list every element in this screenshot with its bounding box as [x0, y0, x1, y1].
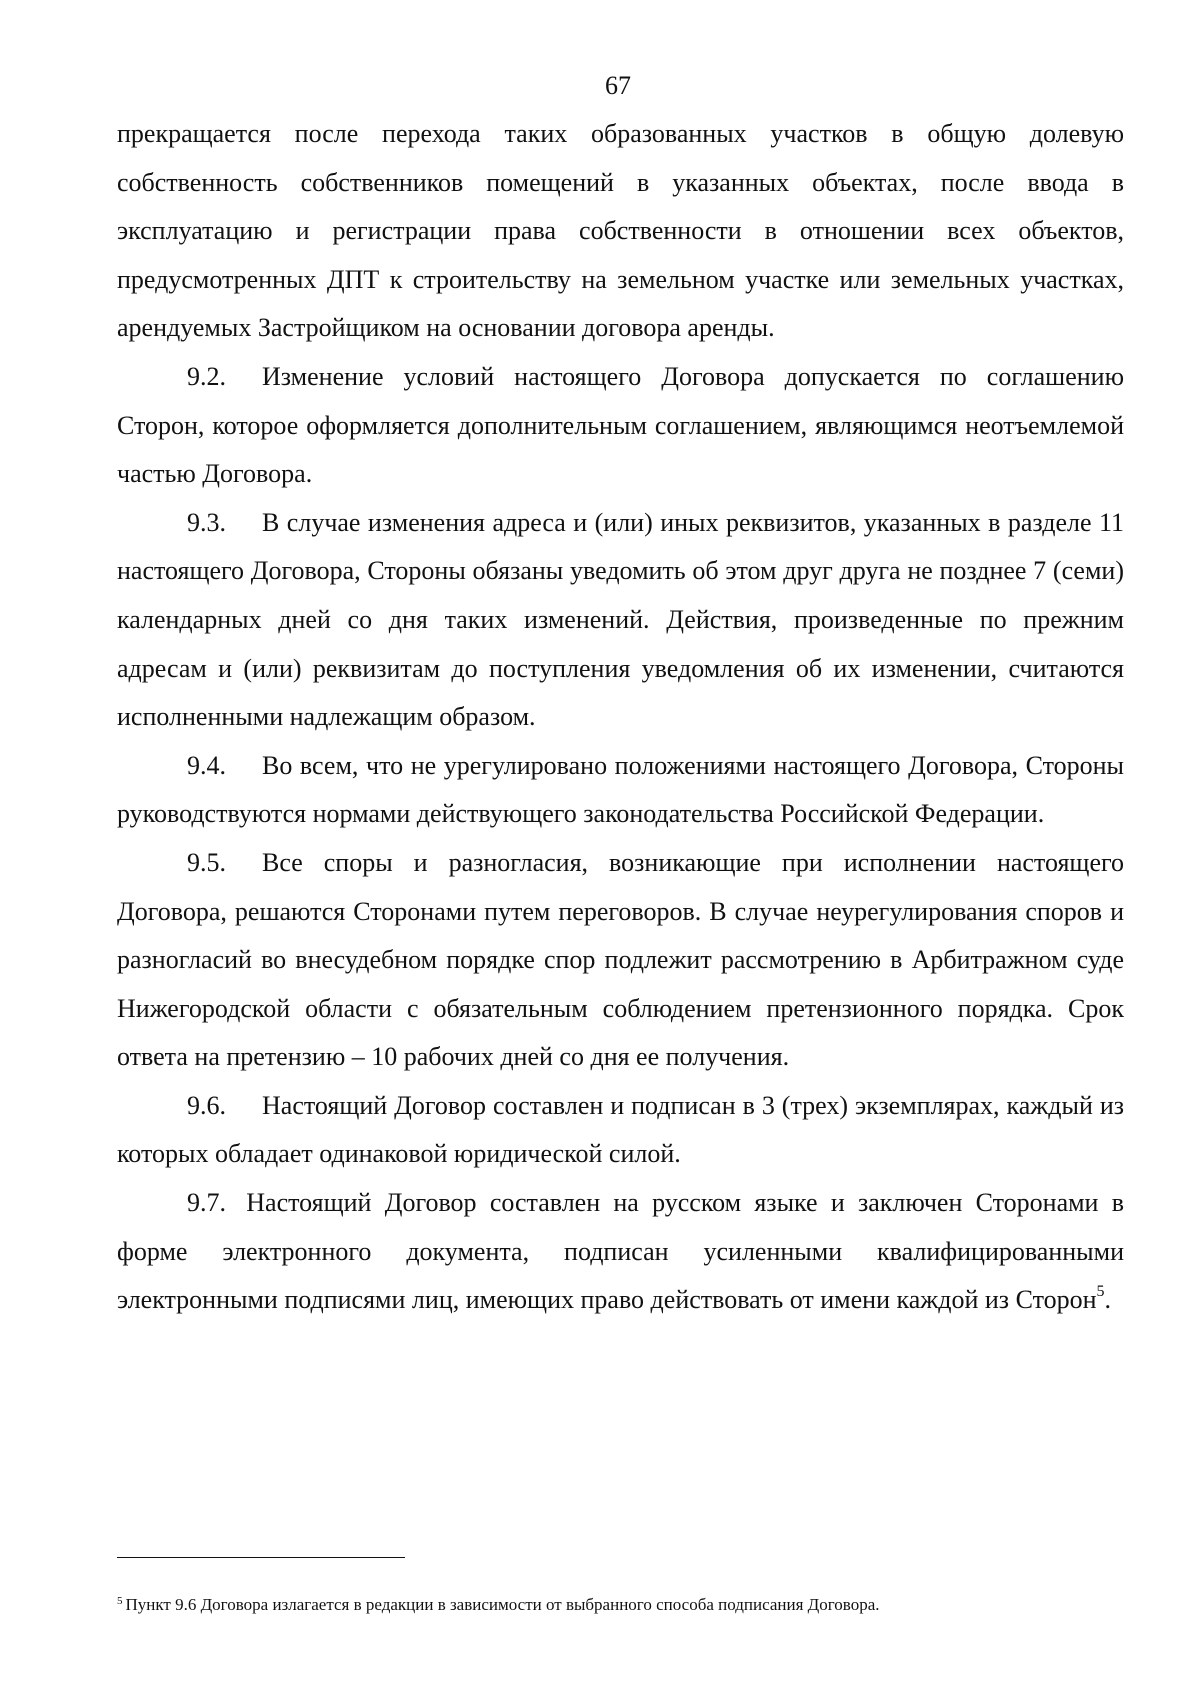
clause-number: 9.6. [187, 1090, 226, 1120]
clause-text: Настоящий Договор составлен и подписан в 3 (трех) экземплярах, каждый из которых обладает одинаковой юридической силой. [117, 1090, 1124, 1169]
footnote-marker: 5 [117, 1595, 123, 1607]
clause-number: 9.7. [187, 1188, 226, 1218]
clause-9-4 [117, 742, 1124, 839]
clause-number: 9.4. [187, 750, 226, 780]
clause-9-5 [117, 839, 1124, 1082]
clause-number: 9.3. [187, 507, 226, 537]
footnote-reference[interactable]: 5 [1096, 1283, 1105, 1301]
document-body [117, 110, 1124, 1325]
clause-9-3 [117, 499, 1124, 742]
footnote [117, 1594, 1124, 1616]
clause-text: Все споры и разногласия, возникающие при исполнении настоящего Договора, решаются Сторонами путем переговоров. В случае неурегулирования споров и разногласий во внесудебном порядке спор подлежит рассмотрению в Арбитражном суде Нижегородской области с обязательным соблюдением претензионного порядка. Срок ответа на претензию – 10 рабочих дней со дня ее получения. [117, 847, 1124, 1072]
paragraph-continuation: прекращается после перехода таких образованных участков в общую долевую собственность собственников помещений в указанных объектах, после ввода в эксплуатацию и регистрации права собственности в отношении всех объектов, предусмотренных ДПТ к строительству на земельном участке или земельных участках, арендуемых Застройщиком на основании договора аренды. [117, 119, 1124, 343]
clause-number: 9.5. [187, 847, 226, 877]
clause-text: Настоящий Договор составлен на русском языке и заключен Сторонами в форме электронного документа, подписан усиленными квалифицированными электронными подписями лиц, имеющих право действовать от имени каждой из Сторон [117, 1188, 1125, 1315]
clause-9-7 [117, 1179, 1124, 1325]
clause-text: Изменение условий настоящего Договора допускается по соглашению Сторон, которое оформляется дополнительным соглашением, являющимся неотъемлемой частью Договора. [117, 361, 1124, 489]
footnote-text: Пункт 9.6 Договора излагается в редакции в зависимости от выбранного способа подписания Договора. [125, 1595, 880, 1614]
clause-text: Во всем, что не урегулировано положениями настоящего Договора, Стороны руководствуются нормами действующего законодательства Российской Федерации. [117, 750, 1124, 829]
footnote-separator [117, 1557, 405, 1558]
clause-text: В случае изменения адреса и (или) иных реквизитов, указанных в разделе 11 настоящего Договора, Стороны обязаны уведомить об этом друг друга не позднее 7 (семи) календарных дней со дня таких изменений. Действия, произведенные по прежним адресам и (или) реквизитам до поступления уведомления об их изменении, считаются исполненными надлежащим образом. [117, 507, 1124, 732]
clause-number: 9.2. [187, 361, 226, 391]
clause-tail: . [1104, 1285, 1112, 1315]
clause-9-2 [117, 353, 1124, 499]
page-number: 67 [605, 71, 631, 100]
clause-9-6 [117, 1082, 1124, 1179]
